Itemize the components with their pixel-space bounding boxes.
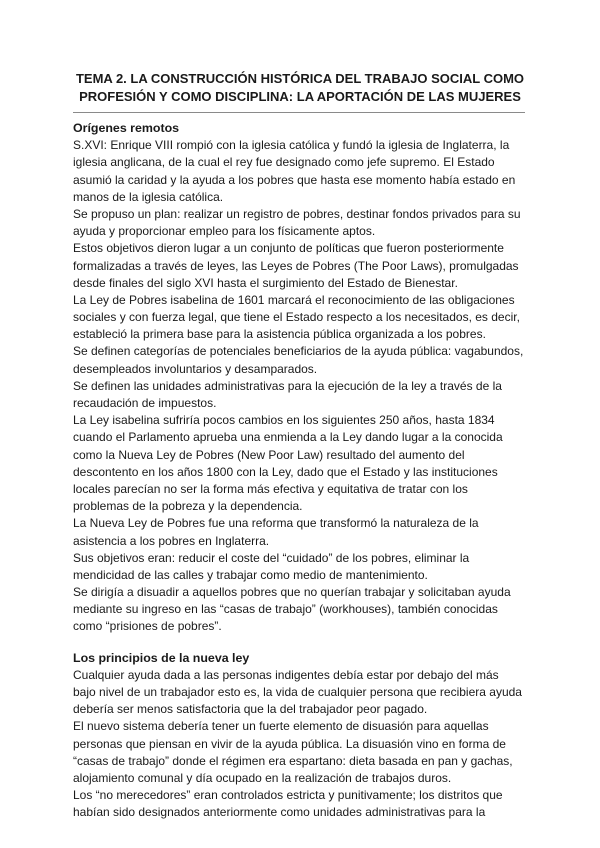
paragraph-line: debería ser menos satisfactoria que la del trabajador peor pagado. [73, 702, 428, 717]
section-origenes-text [73, 137, 533, 635]
paragraph-line: habían sido designados anteriormente como unidades administrativas para la [73, 805, 486, 820]
paragraph-line: Se dirigía a disuadir a aquellos pobres que no querían trabajar y solicitaban ayuda [73, 585, 511, 600]
paragraph-line: personas que piensan en vivir de la ayuda pública. La disuasión vino en forma de [73, 736, 506, 751]
section-spacer [73, 636, 533, 650]
paragraph-line: Se definen categorías de potenciales beneficiarios de la ayuda pública: vagabundos, [73, 344, 524, 359]
document-body [73, 120, 533, 822]
paragraph-line: Los “no merecedores” eran controlados estricta y punitivamente; los distritos que [73, 788, 503, 803]
paragraph-line: mendicidad de las calles y trabajar como medio de mantenimiento. [73, 567, 428, 582]
section-heading-principios: Los principios de la nueva ley [73, 650, 250, 665]
paragraph-line: S.XVI: Enrique VIII rompió con la iglesia católica y fundó la iglesia de Inglaterra, la [73, 138, 510, 153]
paragraph-line: asumió la caridad y la ayuda a los pobres que hasta ese momento había estado en [73, 172, 516, 187]
paragraph-line: problemas de la pobreza y la dependencia. [73, 499, 303, 514]
paragraph-line: Sus objetivos eran: reducir el coste del “cuidado” de los pobres, eliminar la [73, 550, 470, 565]
paragraph-line: locales parecían no ser la forma más efectiva y equitativa de tratar con los [73, 481, 468, 496]
paragraph-line: como “prisiones de pobres”. [73, 619, 222, 634]
paragraph-line: El nuevo sistema debería tener un fuerte elemento de disuasión para aquellas [73, 719, 489, 734]
paragraph-line: como la Nueva Ley de Pobres (New Poor Law) resultado del aumento del [73, 447, 465, 462]
paragraph-line: estableció la primera base para la asistencia pública organizada a los pobres. [73, 327, 486, 342]
paragraph-line: Se definen las unidades administrativas para la ejecución de la ley a través de la [73, 378, 502, 393]
paragraph-line: Estos objetivos dieron lugar a un conjunto de políticas que fueron posteriormente [73, 241, 504, 256]
paragraph-line: La Ley isabelina sufriría pocos cambios en los siguientes 250 años, hasta 1834 [73, 413, 495, 428]
paragraph-line: La Nueva Ley de Pobres fue una reforma que transformó la naturaleza de la [73, 516, 479, 531]
paragraph-line: cuando el Parlamento aprueba una enmienda a la Ley dando lugar a la conocida [73, 430, 503, 445]
paragraph-line: desempleados involuntarios y desamparados. [73, 361, 318, 376]
paragraph-line: manos de la iglesia católica. [73, 189, 224, 204]
paragraph-line: formalizadas a través de leyes, las Leyes de Pobres (The Poor Laws), promulgadas [73, 258, 519, 273]
section-principios-text [73, 667, 533, 822]
paragraph-line: mediante su ingreso en las “casas de trabajo” (workhouses), también conocidas [73, 602, 498, 617]
paragraph-line: desde finales del siglo XVI hasta el surgimiento del Estado de Bienestar. [73, 275, 458, 290]
paragraph-line: bajo nivel de un trabajador esto es, la vida de cualquier persona que recibiera ayuda [73, 685, 522, 699]
title-line-1: TEMA 2. LA CONSTRUCCIÓN HISTÓRICA DEL TRABAJO SOCIAL COMO [75, 71, 525, 86]
paragraph-line: iglesia anglicana, de la cual el rey fue designado como jefe supremo. El Estado [73, 155, 495, 170]
paragraph-line: recaudación de impuestos. [73, 396, 217, 410]
paragraph-line: “casas de trabajo” donde el régimen era espartano: dieta basada en pan y gachas, [73, 753, 513, 768]
paragraph-line: ayuda y proporcionar empleo para los físicamente aptos. [73, 224, 376, 239]
title-line-2: PROFESIÓN Y COMO DISCIPLINA: LA APORTACIÓN DE LAS MUJERES [79, 89, 521, 104]
paragraph-line: Se propuso un plan: realizar un registro de pobres, destinar fondos privados para su [73, 206, 521, 221]
paragraph-line: sociales y con fuerza legal, que tiene el Estado respecto a los necesitados, es decir, [73, 310, 520, 325]
paragraph-line: Cualquier ayuda dada a las personas indigentes debía estar por debajo del más [73, 667, 499, 682]
title-divider [73, 112, 525, 113]
paragraph-line: alojamiento comunal y día ocupado en la realización de trabajos duros. [73, 770, 452, 785]
section-heading-origenes: Orígenes remotos [73, 121, 180, 135]
paragraph-line: descontento en los años 1800 con la Ley, dado que el Estado y las instituciones [73, 464, 498, 479]
paragraph-line: La Ley de Pobres isabelina de 1601 marcará el reconocimiento de las obligaciones [73, 292, 515, 307]
document-title [60, 70, 540, 106]
paragraph-line: asistencia a los pobres en Inglaterra. [73, 533, 270, 548]
